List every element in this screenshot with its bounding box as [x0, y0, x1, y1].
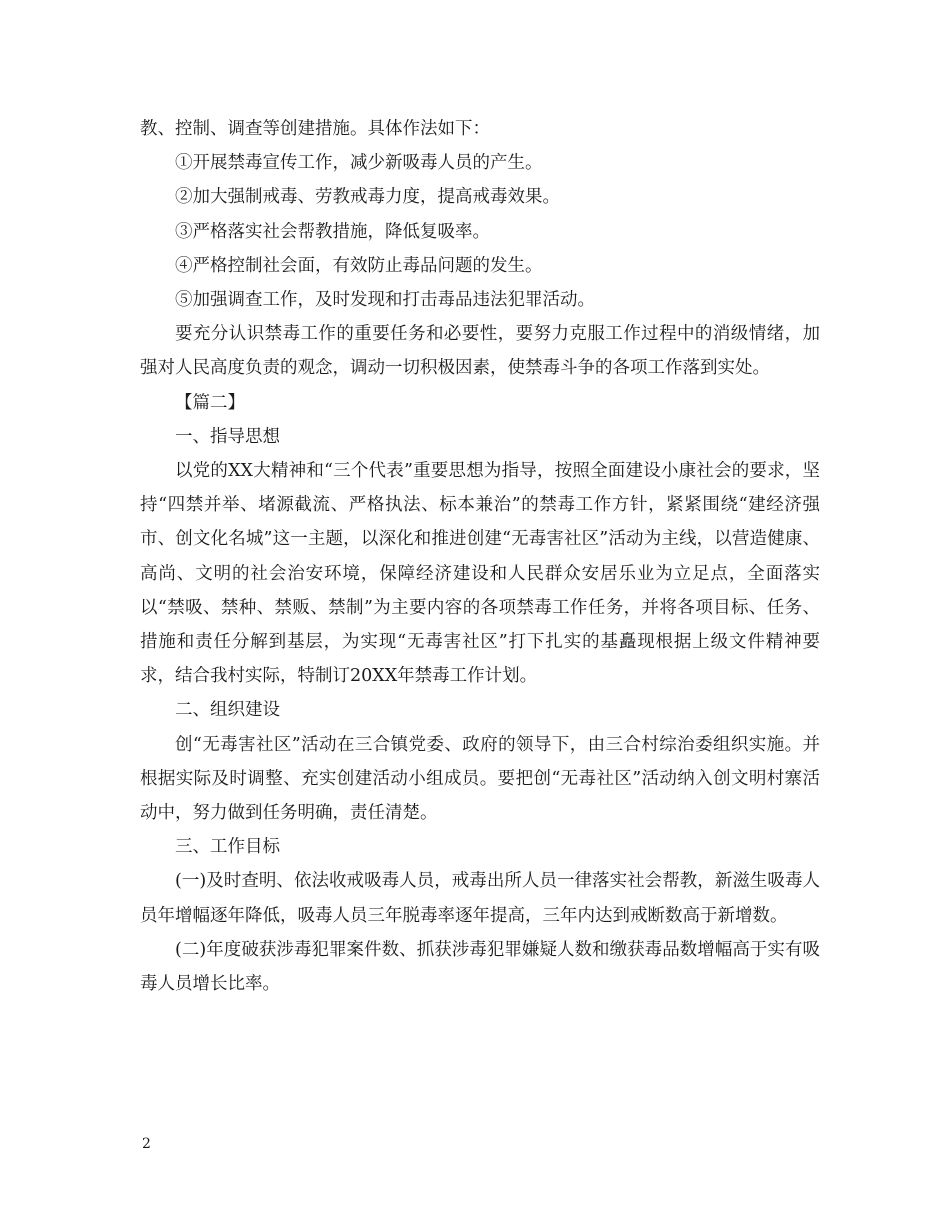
list-item-measure-3: ③严格落实社会帮教措施，降低复吸率。	[175, 221, 490, 242]
heading-work-goals: 三、工作目标	[175, 837, 280, 858]
list-item-measure-5: ⑤加强调查工作，及时发现和打击毒品违法犯罪活动。	[175, 290, 595, 311]
list-item-measure-1: ①开展禁毒宣传工作，减少新吸毒人员的产生。	[175, 153, 543, 174]
section-heading-part-two: 【篇二】	[175, 392, 245, 413]
document-body	[140, 112, 820, 1001]
list-item-measure-4: ④严格控制社会面，有效防止毒品问题的发生。	[175, 255, 543, 276]
paragraph-conclusion: 要充分认识禁毒工作的重要任务和必要性，要努力克服工作过程中的消级情绪，加强对人民高度负责的观念，调动一切积极因素，使禁毒斗争的各项工作落到实处。	[140, 324, 820, 379]
paragraph-organization: 创“无毒害社区”活动在三合镇党委、政府的领导下，由三合村综治委组织实施。并根据实际及时调整、充实创建活动小组成员。要把创“无毒社区”活动纳入创文明村寨活动中，努力做到任务明确，责任清楚。	[140, 734, 820, 824]
paragraph-goal-1: (一)及时查明、依法收戒吸毒人员，戒毒出所人员一律落实社会帮教，新滋生吸毒人员年增幅逐年降低，吸毒人员三年脱毒率逐年提高，三年内达到戒断数高于新增数。	[140, 871, 820, 926]
list-item-measure-2: ②加大强制戒毒、劳教戒毒力度，提高戒毒效果。	[175, 187, 560, 208]
paragraph-measures-intro: 教、控制、调查等创建措施。具体作法如下：	[140, 119, 490, 139]
page-number: 2	[142, 1136, 151, 1152]
heading-organization: 二、组织建设	[175, 700, 280, 721]
paragraph-guiding-ideology: 以党的XX大精神和“三个代表”重要思想为指导，按照全面建设小康社会的要求，坚持“四禁并举、堵源截流、严格执法、标本兼治”的禁毒工作方针，紧紧围绕“建经济强市、创文化名城”这一主题，以深化和推进创建“无毒害社区”活动为主线，以营造健康、高尚、文明的社会治安环境，保障经济建设和人民群众安居乐业为立足点，全面落实以“禁吸、禁种、禁贩、禁制”为主要内容的各项禁毒工作任务，并将各项目标、任务、措施和责任分解到基层，为实现“无毒害社区”打下扎实的基矗现根据上级文件精神要求，结合我村实际，特制订20XX年禁毒工作计划。	[140, 461, 820, 687]
heading-guiding-ideology: 一、指导思想	[175, 426, 280, 447]
paragraph-goal-2: (二)年度破获涉毒犯罪案件数、抓获涉毒犯罪嫌疑人数和缴获毒品数增幅高于实有吸毒人员增长比率。	[140, 939, 820, 995]
